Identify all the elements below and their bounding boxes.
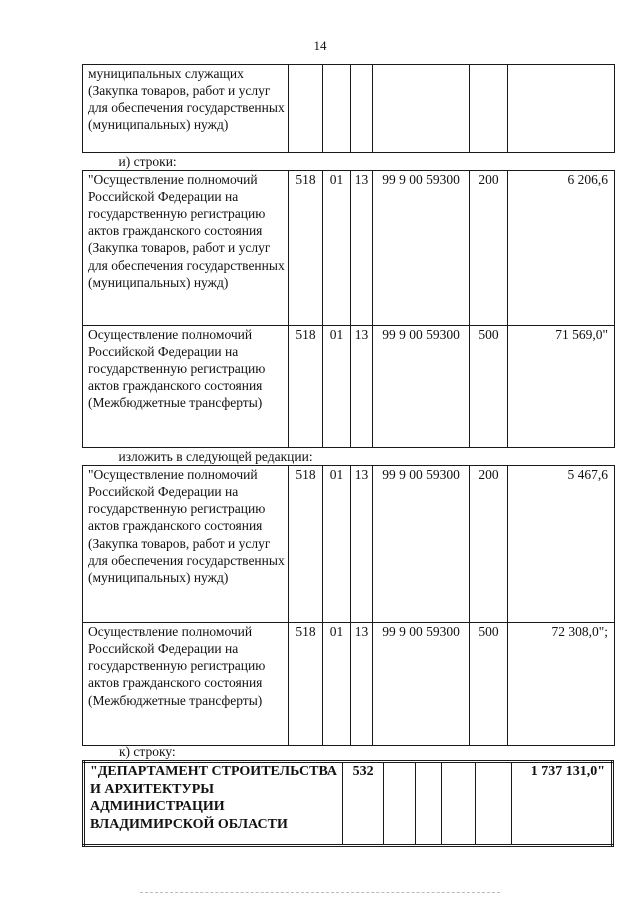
ved-cell: 518 bbox=[289, 326, 323, 448]
table-row bbox=[83, 623, 615, 746]
csr-cell: 99 9 00 59300 bbox=[373, 466, 470, 623]
pr-cell bbox=[351, 65, 373, 153]
rz-cell: 01 bbox=[323, 466, 351, 623]
ved-cell: 518 bbox=[289, 466, 323, 623]
sum-cell: 5 467,6 bbox=[508, 466, 615, 623]
rz-cell: 01 bbox=[323, 171, 351, 326]
vr-cell: 200 bbox=[470, 171, 508, 326]
department-table bbox=[82, 760, 614, 847]
csr-cell: 99 9 00 59300 bbox=[373, 171, 470, 326]
vr-cell: 500 bbox=[470, 623, 508, 746]
vr-cell bbox=[470, 65, 508, 153]
sum-cell: 6 206,6 bbox=[508, 171, 615, 326]
pr-cell: 13 bbox=[351, 171, 373, 326]
caption-row bbox=[83, 448, 615, 466]
csr-cell: 99 9 00 59300 bbox=[373, 623, 470, 746]
row-name: Осуществление полномочий Российской Федерации на государственную регистрацию актов гражданского состояния (Межбюджетные трансферты) bbox=[83, 326, 289, 448]
ved-cell: 518 bbox=[289, 623, 323, 746]
vr-cell: 200 bbox=[470, 466, 508, 623]
caption-k: к) строку: bbox=[119, 744, 176, 759]
vr-cell bbox=[476, 762, 512, 846]
csr-cell bbox=[442, 762, 476, 846]
caption-i: и) строки: bbox=[118, 154, 177, 169]
csr-cell bbox=[373, 65, 470, 153]
rz-cell bbox=[323, 65, 351, 153]
sum-cell: 72 308,0"; bbox=[508, 623, 615, 746]
table-row bbox=[83, 326, 615, 448]
row-name: муниципальных служащих (Закупка товаров, работ и услуг для обеспечения государственных (муниципальных) нужд) bbox=[83, 65, 289, 153]
table-row bbox=[83, 171, 615, 326]
department-name: "ДЕПАРТАМЕНТ СТРОИТЕЛЬСТВА И АРХИТЕКТУРЫ АДМИНИСТРАЦИИ ВЛАДИМИРСКОЙ ОБЛАСТИ bbox=[84, 762, 343, 846]
rz-cell bbox=[383, 762, 415, 846]
row-name: Осуществление полномочий Российской Федерации на государственную регистрацию актов гражданского состояния (Межбюджетные трансферты) bbox=[83, 623, 289, 746]
vr-cell: 500 bbox=[470, 326, 508, 448]
table-row bbox=[84, 762, 613, 846]
sum-cell bbox=[508, 65, 615, 153]
pr-cell: 13 bbox=[351, 623, 373, 746]
sum-cell: 1 737 131,0" bbox=[512, 762, 613, 846]
scan-artifact-line bbox=[140, 892, 500, 893]
row-name: "Осуществление полномочий Российской Федерации на государственную регистрацию актов гражданского состояния (Закупка товаров, работ и услуг для обеспечения государственных (муниципальных) нужд) bbox=[83, 171, 289, 326]
caption-row bbox=[83, 153, 615, 171]
ved-cell bbox=[289, 65, 323, 153]
sum-cell: 71 569,0" bbox=[508, 326, 615, 448]
csr-cell: 99 9 00 59300 bbox=[373, 326, 470, 448]
rz-cell: 01 bbox=[323, 326, 351, 448]
rz-cell: 01 bbox=[323, 623, 351, 746]
pr-cell: 13 bbox=[351, 466, 373, 623]
row-name: "Осуществление полномочий Российской Федерации на государственную регистрацию актов гражданского состояния (Закупка товаров, работ и услуг для обеспечения государственных (муниципальных) нужд) bbox=[83, 466, 289, 623]
pr-cell bbox=[415, 762, 441, 846]
table-row bbox=[83, 466, 615, 623]
budget-table bbox=[82, 64, 615, 746]
pr-cell: 13 bbox=[351, 326, 373, 448]
ved-cell: 532 bbox=[343, 762, 383, 846]
ved-cell: 518 bbox=[289, 171, 323, 326]
table-row bbox=[83, 65, 615, 153]
caption-edit: изложить в следующей редакции: bbox=[118, 449, 313, 465]
page-number: 14 bbox=[313, 38, 327, 53]
